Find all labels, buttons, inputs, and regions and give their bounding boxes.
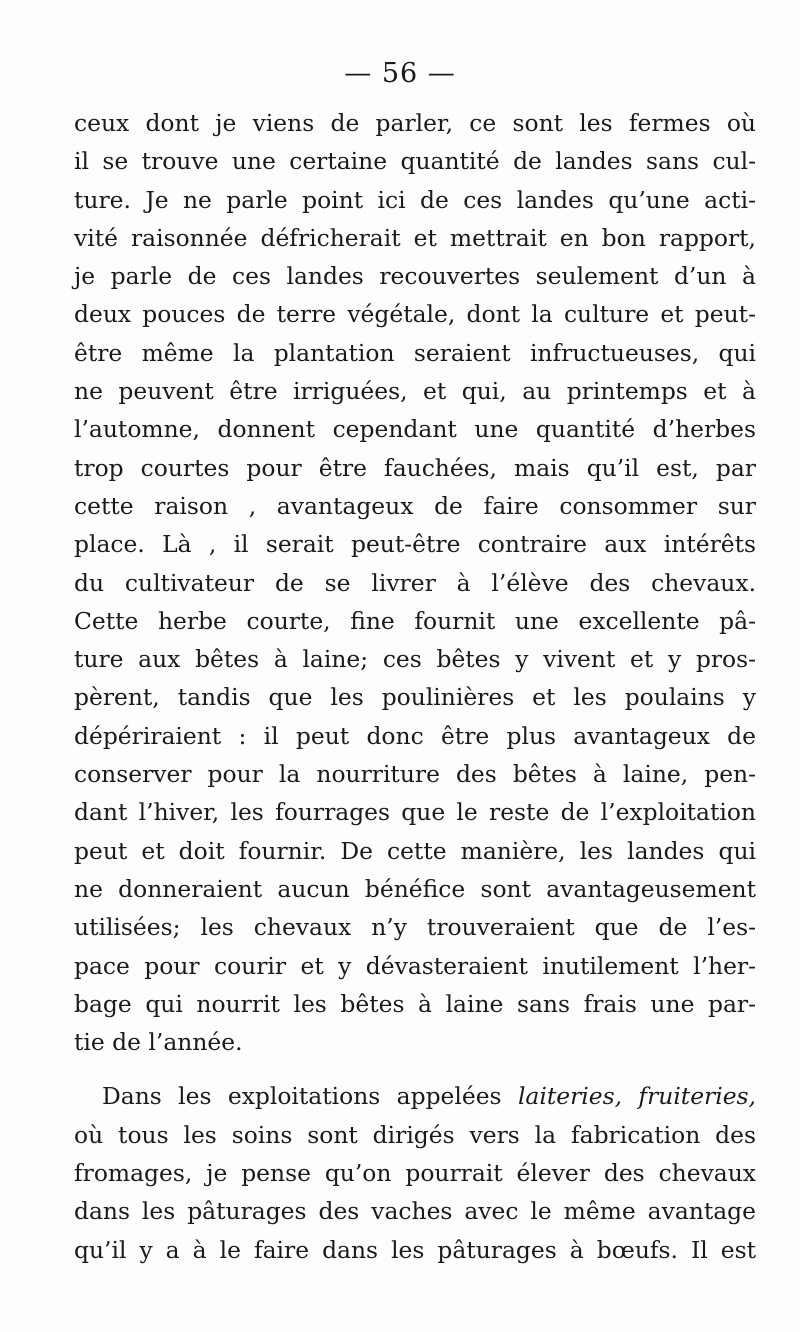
text-line: qu’il y a à le faire dans les pâturages à bœufs. Il est	[74, 1235, 756, 1264]
text-line: ne donneraient aucun bénéfice sont avantageusement	[74, 874, 756, 903]
italic-text-run: laiteries, fruiteries,	[517, 1082, 756, 1111]
text-line: bage qui nourrit les bêtes à laine sans frais une par-	[74, 989, 756, 1018]
text-line: ture aux bêtes à laine; ces bêtes y vivent et y pros-	[74, 645, 756, 674]
paragraph-2	[74, 1077, 756, 1268]
text-line: pèrent, tandis que les poulinières et les poulains y	[74, 683, 756, 712]
text-line: conserver pour la nourriture des bêtes à laine, pen-	[74, 760, 756, 789]
text-line: Cette herbe courte, fine fournit une excellente pâ-	[74, 606, 756, 635]
text-line: cette raison , avantageux de faire consommer sur	[74, 491, 756, 520]
text-line: deux pouces de terre végétale, dont la culture et peut-	[74, 300, 756, 329]
text-line: tie de l’année.	[74, 1028, 243, 1057]
text-line: utilisées; les chevaux n’y trouveraient que de l’es-	[74, 913, 756, 942]
text-line: pace pour courir et y dévasteraient inutilement l’her-	[74, 951, 756, 980]
paragraph-1	[74, 104, 756, 1061]
text-run: Dans les exploitations appelées	[102, 1082, 518, 1111]
paragraph-gap	[74, 1061, 756, 1077]
text-line: fromages, je pense qu’on pourrait élever des chevaux	[74, 1159, 756, 1188]
text-line: dant l’hiver, les fourrages que le reste de l’exploitation	[74, 798, 756, 827]
text-line: peut et doit fournir. De cette manière, les landes qui	[74, 836, 756, 865]
text-line: ture. Je ne parle point ici de ces landes qu’une acti-	[74, 185, 756, 214]
text-line	[74, 1077, 756, 1115]
text-line: je parle de ces landes recouvertes seulement d’un à	[74, 262, 756, 291]
text-line: il se trouve une certaine quantité de landes sans cul-	[74, 147, 756, 176]
text-line: être même la plantation seraient infructueuses, qui	[74, 338, 756, 367]
text-line: où tous les soins sont dirigés vers la fabrication des	[74, 1120, 756, 1149]
text-line: ceux dont je viens de parler, ce sont les fermes où	[74, 109, 756, 137]
page-number: — 56 —	[344, 58, 456, 89]
body-text	[74, 104, 756, 1269]
text-line: dépériraient : il peut donc être plus avantageux de	[74, 721, 756, 750]
text-line: l’automne, donnent cependant une quantité d’herbes	[74, 415, 756, 444]
text-line: dans les pâturages des vaches avec le même avantage	[74, 1197, 756, 1226]
text-line: place. Là , il serait peut-être contraire aux intérêts	[74, 530, 756, 559]
text-line: du cultivateur de se livrer à l’élève des chevaux.	[74, 568, 756, 597]
text-line: vité raisonnée défricherait et mettrait en bon rapport,	[74, 223, 756, 252]
text-line: ne peuvent être irriguées, et qui, au printemps et à	[74, 377, 756, 406]
text-line: trop courtes pour être fauchées, mais qu’il est, par	[74, 453, 756, 482]
